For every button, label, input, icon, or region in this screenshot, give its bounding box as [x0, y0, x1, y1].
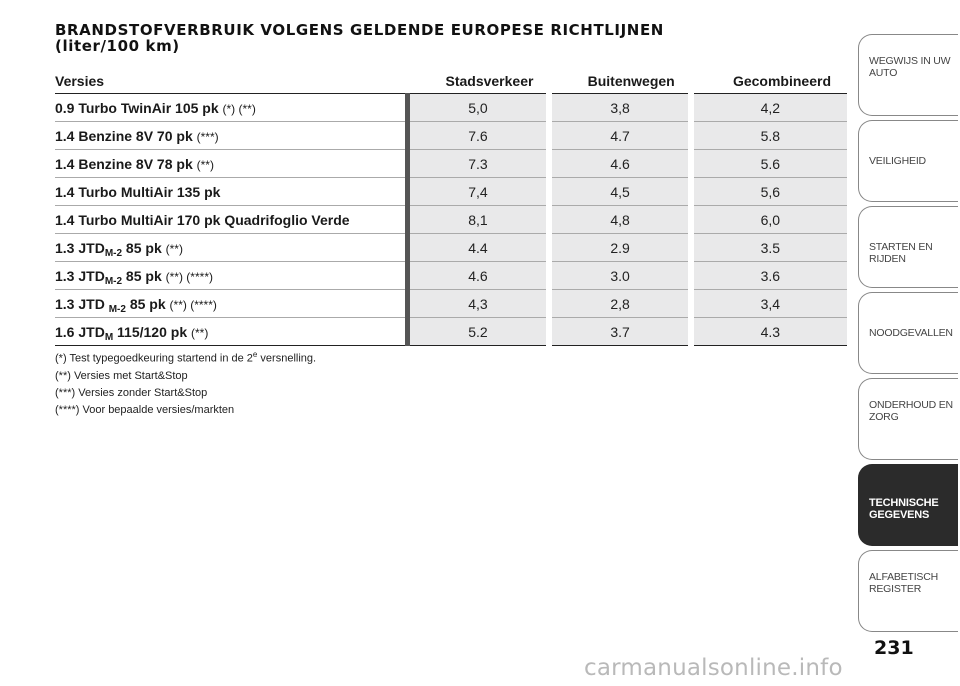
footnote-superscript: e	[252, 350, 258, 359]
value-buitenwegen: 3.0	[549, 262, 690, 290]
sidebar-tab-label: ONDERHOUD EN ZORG	[869, 399, 953, 423]
footnote-text: (***) Versies zonder Start&Stop	[55, 386, 208, 399]
table-row	[55, 290, 847, 318]
value-gecombineerd: 6,0	[691, 206, 847, 234]
version-note: (**) (****)	[169, 297, 217, 312]
value-buitenwegen: 4.6	[549, 150, 690, 178]
header-buitenwegen: Buitenwegen	[549, 69, 690, 94]
value-gecombineerd: 4,2	[691, 94, 847, 122]
sidebar-tab-alfabetisch-register[interactable]	[858, 550, 958, 632]
sidebar-tab-starten-en-rijden[interactable]	[858, 206, 958, 288]
value-buitenwegen: 2,8	[549, 290, 690, 318]
table-row	[55, 122, 847, 150]
version-subscript: M-2	[104, 247, 123, 259]
version-note: (*) (**)	[222, 101, 256, 116]
version-name	[55, 122, 407, 150]
sidebar-tab-technische-gegevens[interactable]	[858, 464, 958, 546]
sidebar-tab-noodgevallen[interactable]	[858, 292, 958, 374]
table-row	[55, 262, 847, 290]
version-subscript: M-2	[108, 303, 126, 315]
version-note: (**)	[165, 241, 183, 256]
sidebar-tab-label: ALFABETISCH REGISTER	[869, 571, 938, 595]
header-versies: Versies	[55, 69, 407, 94]
title-line-2: (liter/100 km)	[55, 37, 180, 55]
value-gecombineerd: 4.3	[691, 318, 847, 346]
sidebar-tab-label: WEGWIJS IN UW AUTO	[869, 55, 951, 79]
footnote	[55, 346, 316, 368]
value-gecombineerd: 5.6	[691, 150, 847, 178]
footnote	[55, 368, 316, 385]
value-gecombineerd: 5.8	[691, 122, 847, 150]
footnote	[55, 402, 316, 419]
version-note: (**)	[196, 157, 214, 172]
value-stadsverkeer: 7.6	[407, 122, 549, 150]
version-label: 1.4 Benzine 8V 70 pk	[55, 127, 193, 144]
sidebar-tab-onderhoud-en-zorg[interactable]	[858, 378, 958, 460]
watermark-text: carmanualsonline.info	[584, 655, 843, 681]
version-power: 85 pk	[122, 239, 162, 256]
footnote-text: (*) Test typegoedkeuring startend in de 2	[55, 352, 253, 365]
version-name	[55, 206, 407, 234]
version-label: 1.6 JTD	[55, 323, 105, 340]
footnote-text: (****) Voor bepaalde versies/markten	[55, 403, 235, 416]
value-buitenwegen: 2.9	[549, 234, 690, 262]
version-note: (**) (****)	[165, 269, 213, 284]
version-label: 1.3 JTD	[55, 295, 109, 312]
value-stadsverkeer: 4.4	[407, 234, 549, 262]
version-label: 1.3 JTD	[55, 267, 105, 284]
value-stadsverkeer: 4,3	[407, 290, 549, 318]
version-name	[55, 318, 407, 346]
version-label: 1.4 Turbo MultiAir 135 pk	[55, 183, 221, 200]
version-name	[55, 94, 407, 122]
version-label: 0.9 Turbo TwinAir 105 pk	[55, 99, 219, 116]
version-note: (***)	[196, 129, 219, 144]
value-buitenwegen: 3,8	[549, 94, 690, 122]
version-note: (**)	[191, 325, 209, 340]
value-buitenwegen: 3.7	[549, 318, 690, 346]
value-buitenwegen: 4,5	[549, 178, 690, 206]
sidebar-tab-label: STARTEN EN RIJDEN	[869, 241, 933, 265]
table-row	[55, 94, 847, 122]
page-title	[55, 22, 835, 54]
table-row	[55, 318, 847, 346]
page-number: 231	[874, 637, 914, 659]
version-power: 115/120 pk	[113, 323, 188, 340]
version-label: 1.4 Benzine 8V 78 pk	[55, 155, 193, 172]
value-buitenwegen: 4,8	[549, 206, 690, 234]
value-stadsverkeer: 5,0	[407, 94, 549, 122]
value-stadsverkeer: 8,1	[407, 206, 549, 234]
version-name	[55, 234, 407, 262]
title-line-1: BRANDSTOFVERBRUIK VOLGENS GELDENDE EUROPESE RICHTLIJNEN	[55, 21, 664, 39]
sidebar-tab-wegwijs-in-uw-auto[interactable]	[858, 34, 958, 116]
footnote-text: (**) Versies met Start&Stop	[55, 369, 188, 382]
header-stadsverkeer: Stadsverkeer	[407, 69, 549, 94]
value-stadsverkeer: 5.2	[407, 318, 549, 346]
version-label: 1.4 Turbo MultiAir 170 pk Quadrifoglio Verde	[55, 211, 350, 228]
chapter-sidebar	[858, 34, 960, 636]
value-stadsverkeer: 4.6	[407, 262, 549, 290]
footnote-text-end: versnelling.	[257, 352, 317, 365]
fuel-consumption-table	[55, 69, 847, 346]
value-buitenwegen: 4.7	[549, 122, 690, 150]
version-label: 1.3 JTD	[55, 239, 105, 256]
sidebar-tab-label: NOODGEVALLEN	[869, 327, 953, 339]
version-subscript: M-2	[104, 275, 123, 287]
version-subscript: M	[104, 331, 114, 343]
sidebar-tab-label: VEILIGHEID	[869, 155, 926, 167]
value-gecombineerd: 3,4	[691, 290, 847, 318]
value-gecombineerd: 3.6	[691, 262, 847, 290]
version-name	[55, 262, 407, 290]
footnote	[55, 385, 316, 402]
table-row	[55, 206, 847, 234]
value-stadsverkeer: 7,4	[407, 178, 549, 206]
table-row	[55, 234, 847, 262]
sidebar-tab-veiligheid[interactable]	[858, 120, 958, 202]
version-name	[55, 150, 407, 178]
version-power: 85 pk	[125, 295, 166, 312]
table-row	[55, 178, 847, 206]
header-gecombineerd: Gecombineerd	[691, 69, 847, 94]
version-power: 85 pk	[122, 267, 162, 284]
value-gecombineerd: 5,6	[691, 178, 847, 206]
table-header-row	[55, 69, 847, 94]
version-name	[55, 290, 407, 318]
value-stadsverkeer: 7.3	[407, 150, 549, 178]
table-row	[55, 150, 847, 178]
version-name	[55, 178, 407, 206]
sidebar-tab-label: TECHNISCHE GEGEVENS	[869, 497, 939, 521]
value-gecombineerd: 3.5	[691, 234, 847, 262]
footnotes	[55, 346, 316, 419]
